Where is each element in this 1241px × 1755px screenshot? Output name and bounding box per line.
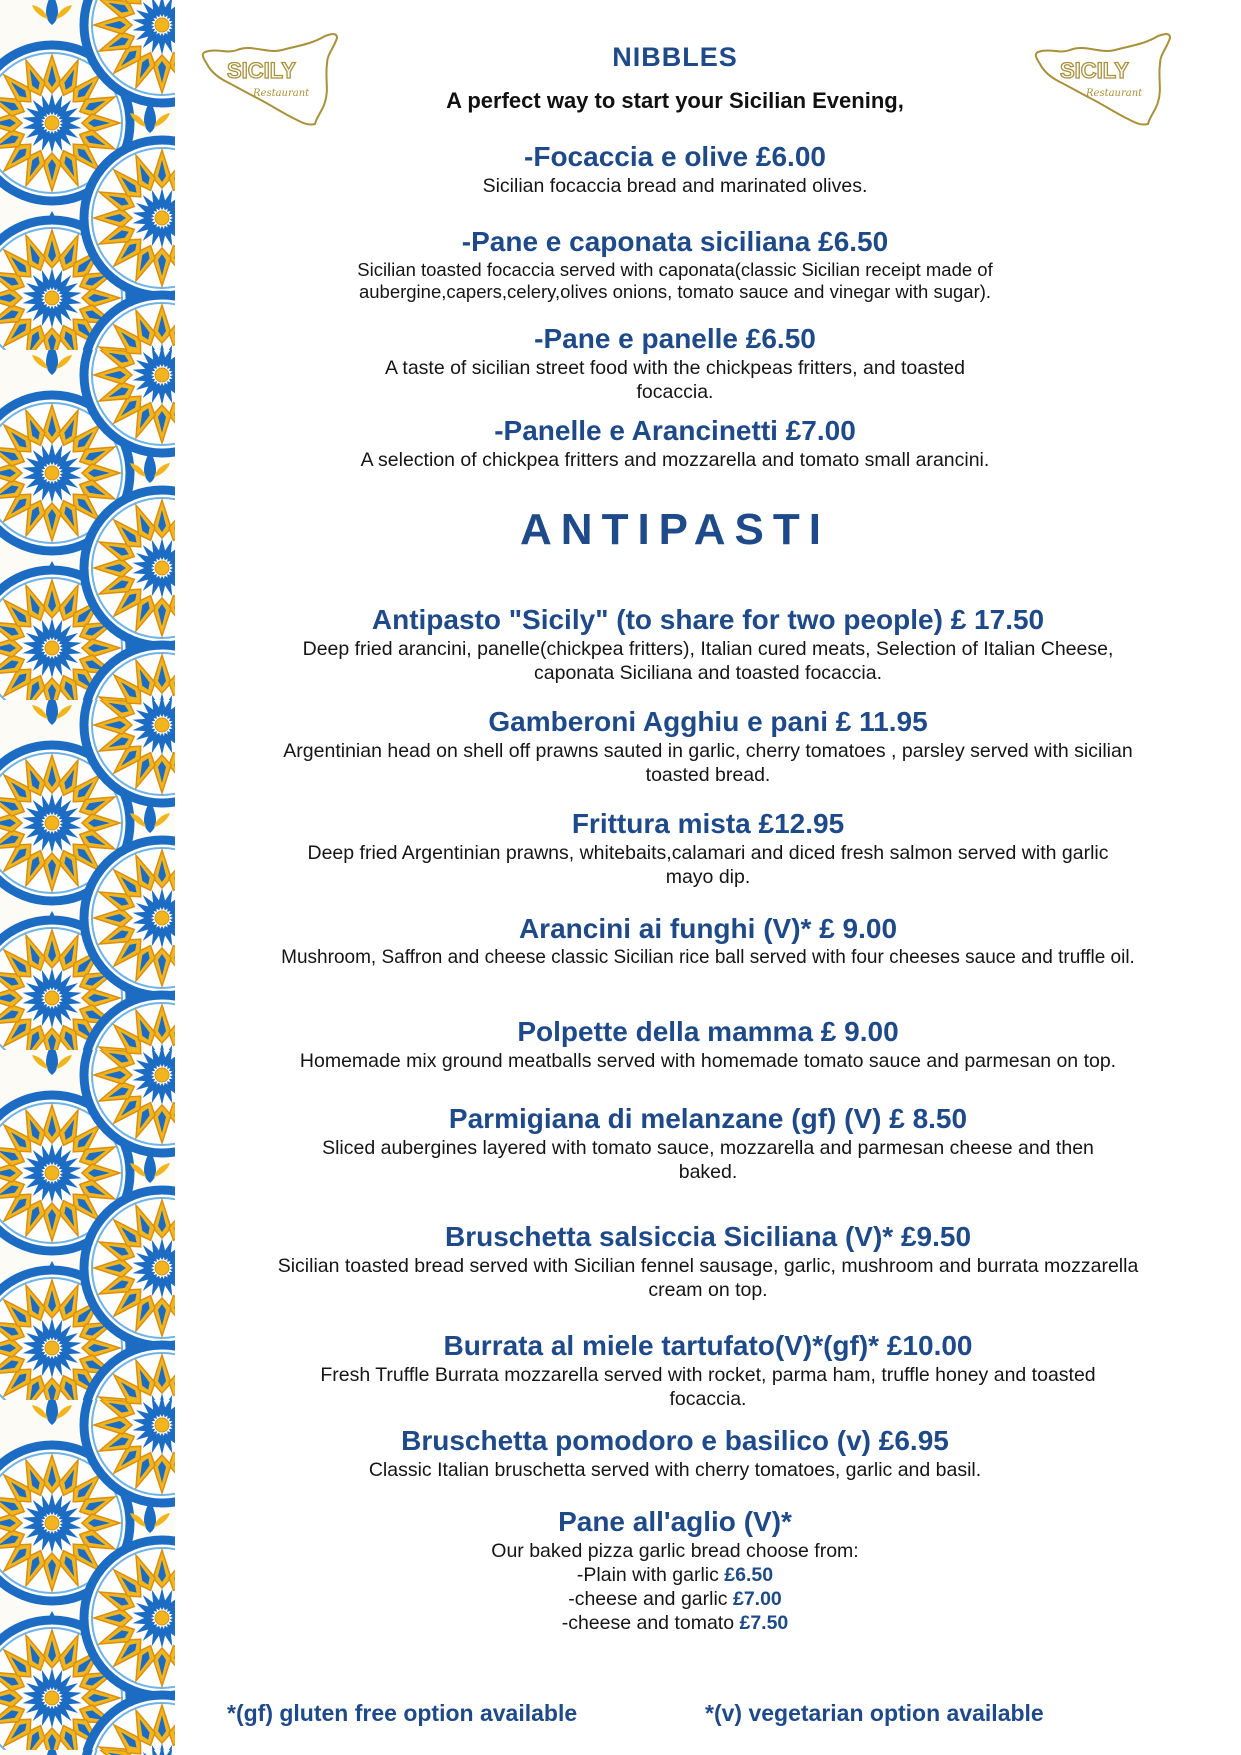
menu-item-description: baked. — [678, 1161, 738, 1183]
menu-item-description: Our baked pizza garlic bread choose from: — [491, 1540, 859, 1562]
menu-item — [175, 1015, 1241, 1073]
menu-item-title: -Pane e caponata siciliana £6.50 — [461, 226, 889, 257]
footnote-vegetarian: *(v) vegetarian option available — [705, 1700, 1044, 1726]
menu-item-description: Sicilian toasted bread served with Sicilian fennel sausage, garlic, mushroom and burrata mozzarella — [277, 1255, 1139, 1277]
menu-item-title: Bruschetta pomodoro e basilico (v) £6.95 — [401, 1425, 949, 1456]
svg-text:Restaurant: Restaurant — [1086, 88, 1143, 99]
menu-item-title: Bruschetta salsiccia Siciliana (V)* £9.50 — [444, 1221, 972, 1252]
menu-item-title: Arancini ai funghi (V)* £ 9.00 — [518, 913, 898, 944]
menu-item — [175, 807, 1241, 889]
option-price: £7.00 — [732, 1588, 782, 1610]
menu-item-description: caponata Siciliana and toasted focaccia. — [534, 662, 882, 684]
menu-item-title: Pane all'aglio (V)* — [558, 1506, 792, 1537]
menu-item-description: Sliced aubergines layered with tomato sauce, mozzarella and parmesan cheese and then — [322, 1137, 1094, 1159]
option-price: £6.50 — [724, 1564, 774, 1586]
svg-text:SICILY: SICILY — [227, 58, 296, 83]
menu-item-description: Deep fried Argentinian prawns, whitebaits,calamari and diced fresh salmon served with garlic — [307, 842, 1109, 864]
option-label: -cheese and garlic — [568, 1588, 733, 1610]
majolica-pattern-icon — [0, 0, 175, 1755]
menu-item-description: toasted bread. — [645, 764, 771, 786]
menu-item — [175, 140, 1175, 198]
decorative-tile-strip — [0, 0, 175, 1755]
menu-item-option — [175, 1611, 1175, 1635]
svg-text:Restaurant: Restaurant — [253, 88, 310, 99]
menu-item — [175, 322, 1175, 404]
menu-item-description: A taste of sicilian street food with the chickpeas fritters, and toasted — [385, 357, 965, 379]
menu-item-description: Homemade mix ground meatballs served with homemade tomato sauce and parmesan on top. — [299, 1050, 1117, 1072]
menu-item — [175, 1505, 1175, 1635]
menu-item — [175, 912, 1241, 970]
menu-item-description: Fresh Truffle Burrata mozzarella served with rocket, parma ham, truffle honey and toasted — [320, 1364, 1096, 1386]
menu-item — [175, 705, 1241, 787]
menu-page — [175, 0, 1241, 1755]
menu-item — [175, 225, 1175, 303]
menu-item-title: -Focaccia e olive £6.00 — [524, 141, 826, 172]
menu-item-description: aubergine,capers,celery,olives onions, tomato sauce and vinegar with sugar). — [358, 281, 992, 302]
menu-item-title: Frittura mista £12.95 — [571, 808, 845, 839]
menu-item-description: Deep fried arancini, panelle(chickpea fritters), Italian cured meats, Selection of Italian Cheese, — [302, 638, 1114, 660]
menu-item-title: Antipasto "Sicily" (to share for two people) £ 17.50 — [371, 604, 1045, 635]
menu-item-title: Burrata al miele tartufato(V)*(gf)* £10.00 — [443, 1330, 973, 1361]
menu-item-description: mayo dip. — [665, 866, 751, 888]
menu-item-description: Argentinian head on shell off prawns sauted in garlic, cherry tomatoes , parsley served with sicilian — [283, 740, 1133, 762]
menu-item — [175, 1424, 1175, 1482]
menu-item-title: Gamberoni Agghiu e pani £ 11.95 — [488, 706, 928, 737]
menu-item — [175, 1102, 1241, 1184]
svg-text:SICILY: SICILY — [1060, 58, 1129, 83]
option-label: -cheese and tomato — [561, 1612, 740, 1634]
menu-item-title: -Pane e panelle £6.50 — [534, 323, 816, 354]
menu-item-description: Mushroom, Saffron and cheese classic Sicilian rice ball served with four cheeses sauce and truffle oil. — [281, 947, 1135, 968]
menu-item-description: Sicilian toasted focaccia served with caponata(classic Sicilian receipt made of — [357, 259, 993, 280]
menu-item — [175, 1329, 1241, 1411]
menu-item-description: cream on top. — [648, 1279, 768, 1301]
footnote-gluten-free: *(gf) gluten free option available — [227, 1700, 578, 1726]
menu-item-title: Parmigiana di melanzane (gf) (V) £ 8.50 — [448, 1103, 968, 1134]
menu-item-title: Polpette della mamma £ 9.00 — [517, 1016, 899, 1047]
menu-item-description: focaccia. — [636, 381, 714, 403]
menu-item-description: A selection of chickpea fritters and mozzarella and tomato small arancini. — [360, 449, 990, 471]
menu-item-option — [175, 1587, 1175, 1611]
menu-item-description: Sicilian focaccia bread and marinated olives. — [482, 175, 868, 197]
menu-item-description: Classic Italian bruschetta served with cherry tomatoes, garlic and basil. — [368, 1459, 982, 1481]
menu-item — [175, 414, 1175, 472]
section-heading-antipasti: ANTIPASTI — [520, 505, 830, 554]
menu-item-title: -Panelle e Arancinetti £7.00 — [494, 415, 856, 446]
footnotes — [175, 1700, 1241, 1730]
option-price: £7.50 — [739, 1612, 789, 1634]
menu-item-option — [175, 1563, 1175, 1587]
menu-item — [175, 603, 1241, 685]
menu-item — [175, 1220, 1241, 1302]
section-heading-nibbles: NIBBLES — [612, 42, 738, 72]
menu-item-description: focaccia. — [669, 1388, 747, 1410]
nibbles-tagline: A perfect way to start your Sicilian Evening, — [446, 88, 904, 113]
option-label: -Plain with garlic — [576, 1564, 725, 1586]
